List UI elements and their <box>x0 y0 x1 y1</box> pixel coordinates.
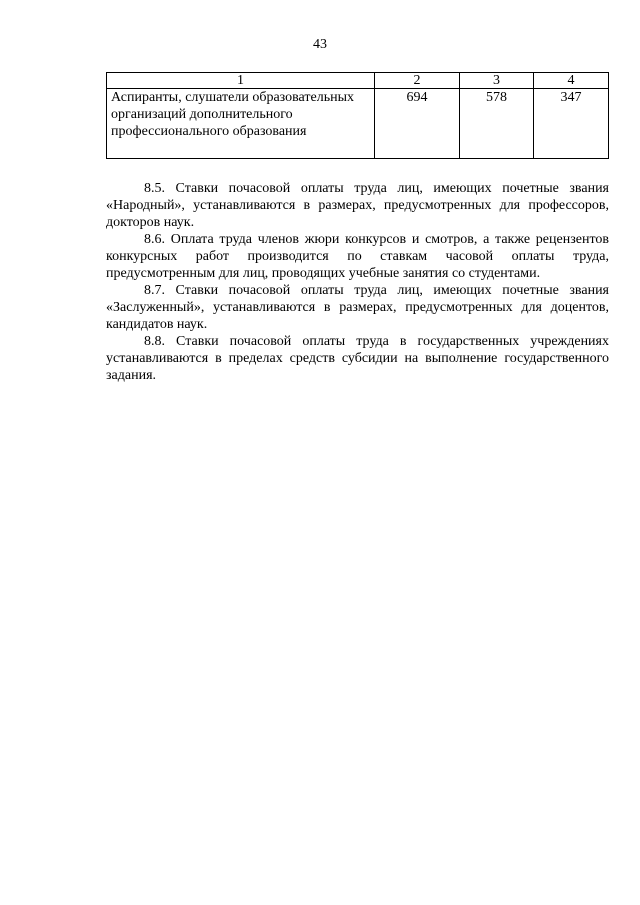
table-row-label: Аспиранты, слушатели образовательных организаций дополнительного профессионального образования <box>107 89 375 159</box>
paragraph-8-5: 8.5. Ставки почасовой оплаты труда лиц, имеющих почетные звания «Народный», устанавливаются в размерах, предусмотренных для профессоров, докторов наук. <box>106 181 609 230</box>
paragraph-8-6: 8.6. Оплата труда членов жюри конкурсов и смотров, а также рецензентов конкурсных работ производится по ставкам часовой оплаты труда, предусмотренным для лиц, проводящих учебные занятия со студентами. <box>106 232 609 281</box>
table-cell-value: 578 <box>460 89 534 159</box>
table-header-row <box>107 73 609 89</box>
table-header-cell: 3 <box>460 73 534 89</box>
table-header-cell: 4 <box>534 73 609 89</box>
table-header-cell: 1 <box>107 73 375 89</box>
paragraph-8-7: 8.7. Ставки почасовой оплаты труда лиц, имеющих почетные звания «Заслуженный», устанавливаются в размерах, предусмотренных для доцентов, кандидатов наук. <box>106 283 609 332</box>
page-number: 43 <box>313 37 327 52</box>
rates-table <box>106 72 609 159</box>
body-text <box>106 180 609 384</box>
table-header-cell: 2 <box>375 73 460 89</box>
table-row <box>107 89 609 159</box>
table-cell-value: 694 <box>375 89 460 159</box>
paragraph-8-8: 8.8. Ставки почасовой оплаты труда в государственных учреждениях устанавливаются в пределах средств субсидии на выполнение государственного задания. <box>106 334 609 383</box>
table-cell-value: 347 <box>534 89 609 159</box>
